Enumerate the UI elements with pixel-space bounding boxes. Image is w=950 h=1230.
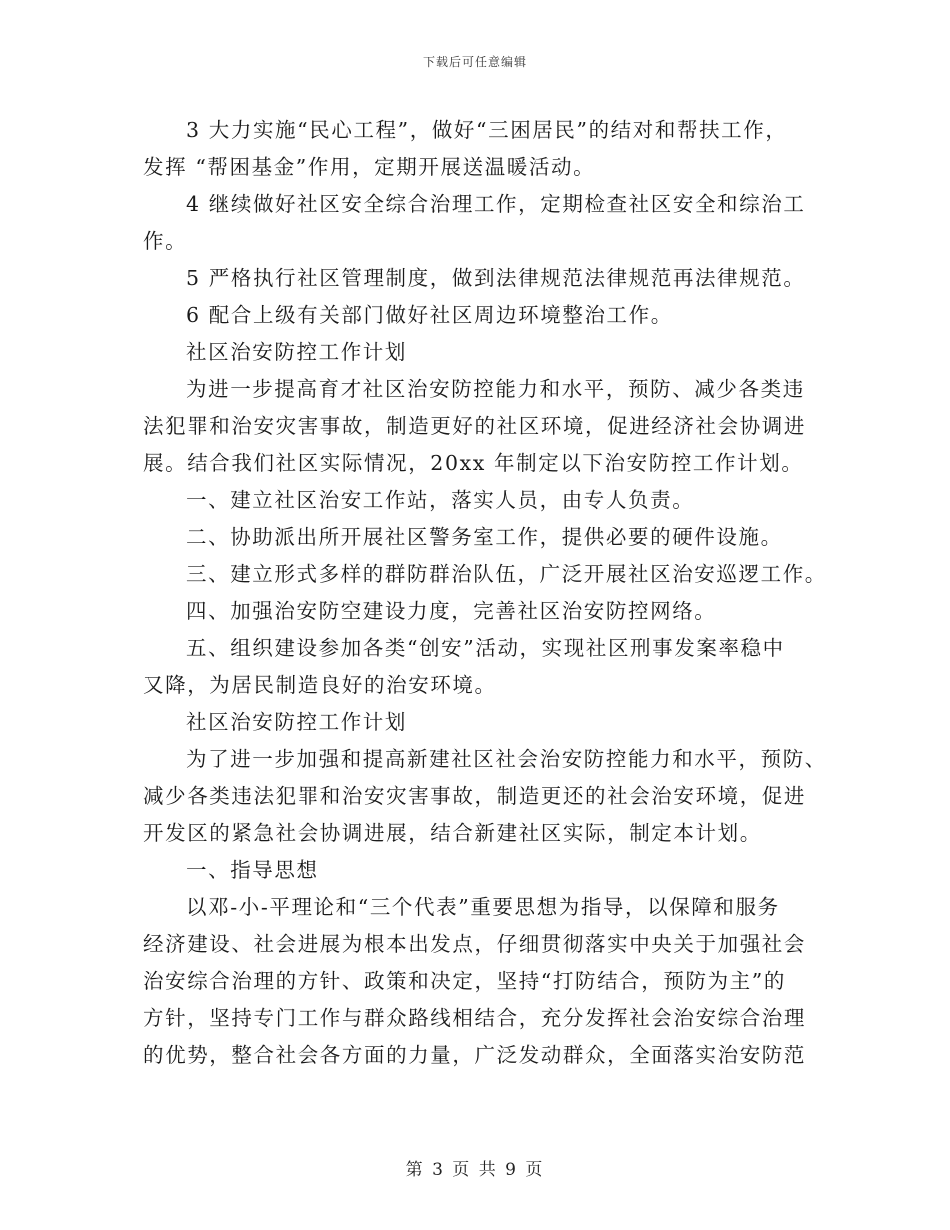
text-line: 治安综合治理的方针、政策和决定，坚持“打防结合，预防为主”的	[143, 969, 786, 993]
text-line: 社区治安防控工作计划	[186, 340, 407, 364]
text-line: 二、协助派出所开展社区警务室工作，提供必要的硬件设施。	[186, 525, 783, 549]
text-line: 6 配合上级有关部门做好社区周边环境整治工作。	[186, 303, 673, 327]
text-line: 一、指导思想	[186, 858, 319, 882]
document-body	[143, 112, 827, 1074]
text-line: 法犯罪和治安灾害事故，制造更好的社区环境，促进经济社会协调进	[143, 414, 806, 438]
text-line: 3 大力实施“民心工程”，做好“三困居民”的结对和帮扶工作，	[186, 118, 788, 142]
text-line: 四、加强治安防空建设力度，完善社区治安防控网络。	[186, 599, 717, 623]
text-line: 为了进一步加强和提高新建社区社会治安防控能力和水平，预防、	[186, 747, 827, 771]
text-line: 减少各类违法犯罪和治安灾害事故，制造更还的社会治安环境，促进	[143, 784, 806, 808]
text-line: 三、建立形式多样的群防群治队伍，广泛开展社区治安巡逻工作。	[186, 562, 827, 586]
text-line: 4 继续做好社区安全综合治理工作，定期检查社区安全和综治工	[186, 192, 806, 216]
text-line: 一、建立社区治安工作站，落实人员，由专人负责。	[186, 488, 695, 512]
text-line: 方针，坚持专门工作与群众路线相结合，充分发挥社会治安综合治理	[143, 1006, 806, 1030]
text-line: 又降，为居民制造良好的治安环境。	[143, 673, 497, 697]
text-line: 经济建设、社会进展为根本出发点，仔细贯彻落实中央关于加强社会	[143, 932, 806, 956]
text-line: 以邓-小-平理论和“三个代表”重要思想为指导，以保障和服务	[186, 895, 780, 919]
page-footer: 第 3 页 共 9 页	[405, 1160, 545, 1180]
text-line: 作。	[143, 229, 188, 253]
page-header: 下载后可任意编辑	[422, 55, 527, 69]
text-line: 展。结合我们社区实际情况，20xx 年制定以下治安防控工作计划。	[143, 451, 804, 475]
text-line: 为进一步提高育才社区治安防控能力和水平，预防、减少各类违	[186, 377, 805, 401]
text-line: 五、组织建设参加各类“创安”活动，实现社区刑事发案率稳中	[186, 636, 785, 660]
text-line: 发挥 “帮困基金”作用，定期开展送温暖活动。	[143, 155, 596, 179]
text-line: 开发区的紧急社会协调进展，结合新建社区实际，制定本计划。	[143, 821, 762, 845]
text-line: 5 严格执行社区管理制度，做到法律规范法律规范再法律规范。	[186, 266, 806, 290]
text-line: 社区治安防控工作计划	[186, 710, 407, 734]
text-line: 的优势，整合社会各方面的力量，广泛发动群众，全面落实治安防范	[143, 1043, 806, 1067]
